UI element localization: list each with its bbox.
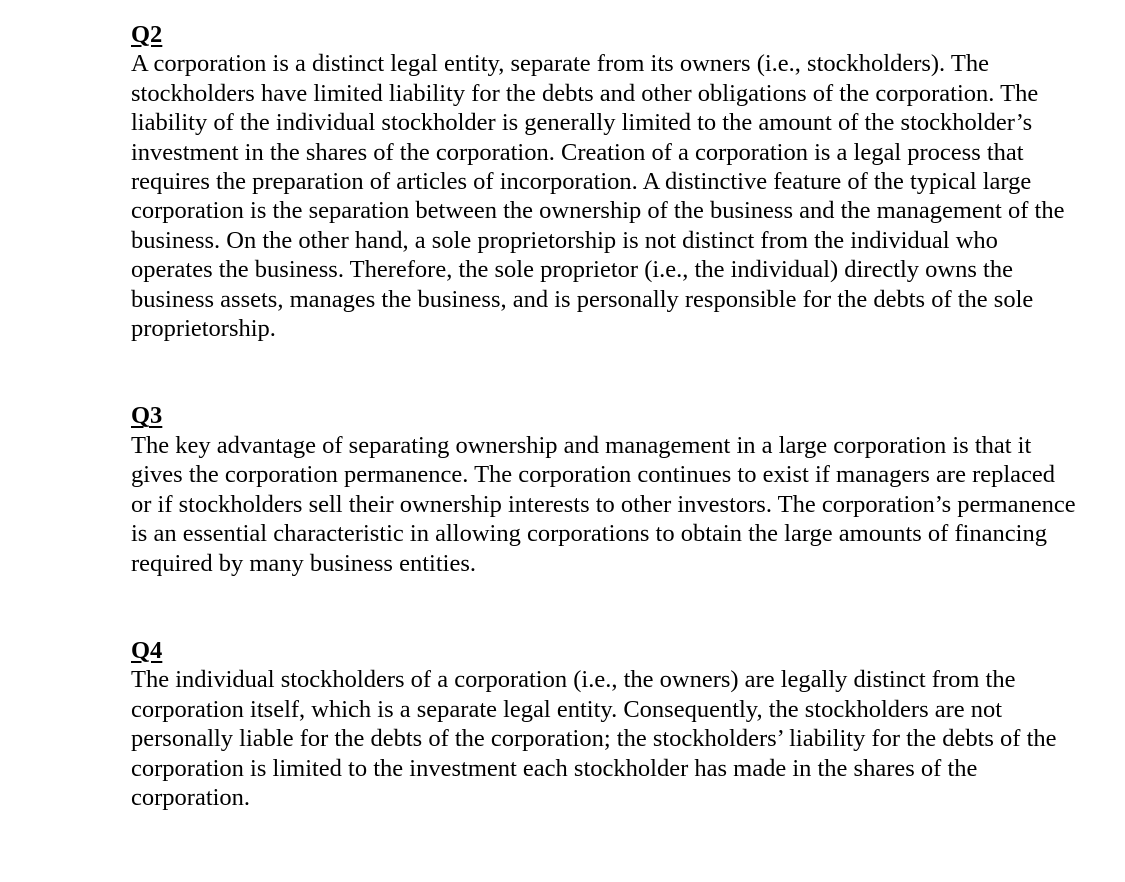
answer-section-q2 xyxy=(131,20,1081,343)
answer-paragraph: The key advantage of separating ownership and management in a large corporation is that it gives the corporation permanence. The corporation continues to exist if managers are replaced or if stockholders sell their ownership interests to other investors. The corporation’s permanence is an essential characteristic in allowing corporations to obtain the large amounts of financing required by many business entities. xyxy=(131,431,1076,577)
answer-section-q4 xyxy=(131,636,1081,812)
document-page xyxy=(131,20,1081,812)
question-heading: Q4 xyxy=(131,636,163,664)
answer-section-q3 xyxy=(131,401,1081,577)
answer-paragraph: The individual stockholders of a corporation (i.e., the owners) are legally distinct from the corporation itself, which is a separate legal entity. Consequently, the stockholders are not personally liable for the debts of the corporation; the stockholders’ liability for the debts of the corporation is limited to the investment each stockholder has made in the shares of the corporation. xyxy=(131,666,1057,811)
answer-paragraph: A corporation is a distinct legal entity, separate from its owners (i.e., stockholders). The stockholders have limited liability for the debts and other obligations of the corporation. The liability of the individual stockholder is generally limited to the amount of the stockholder’s investment in the shares of the corporation. Creation of a corporation is a legal process that requires the preparation of articles of incorporation. A distinctive feature of the typical large corporation is the separation between the ownership of the business and the management of the business. On the other hand, a sole proprietorship is not distinct from the individual who operates the business. Therefore, the sole proprietor (i.e., the individual) directly owns the business assets, manages the business, and is personally responsible for the debts of the sole proprietorship. xyxy=(131,50,1065,343)
question-heading: Q2 xyxy=(131,21,163,48)
question-heading: Q3 xyxy=(131,402,163,430)
